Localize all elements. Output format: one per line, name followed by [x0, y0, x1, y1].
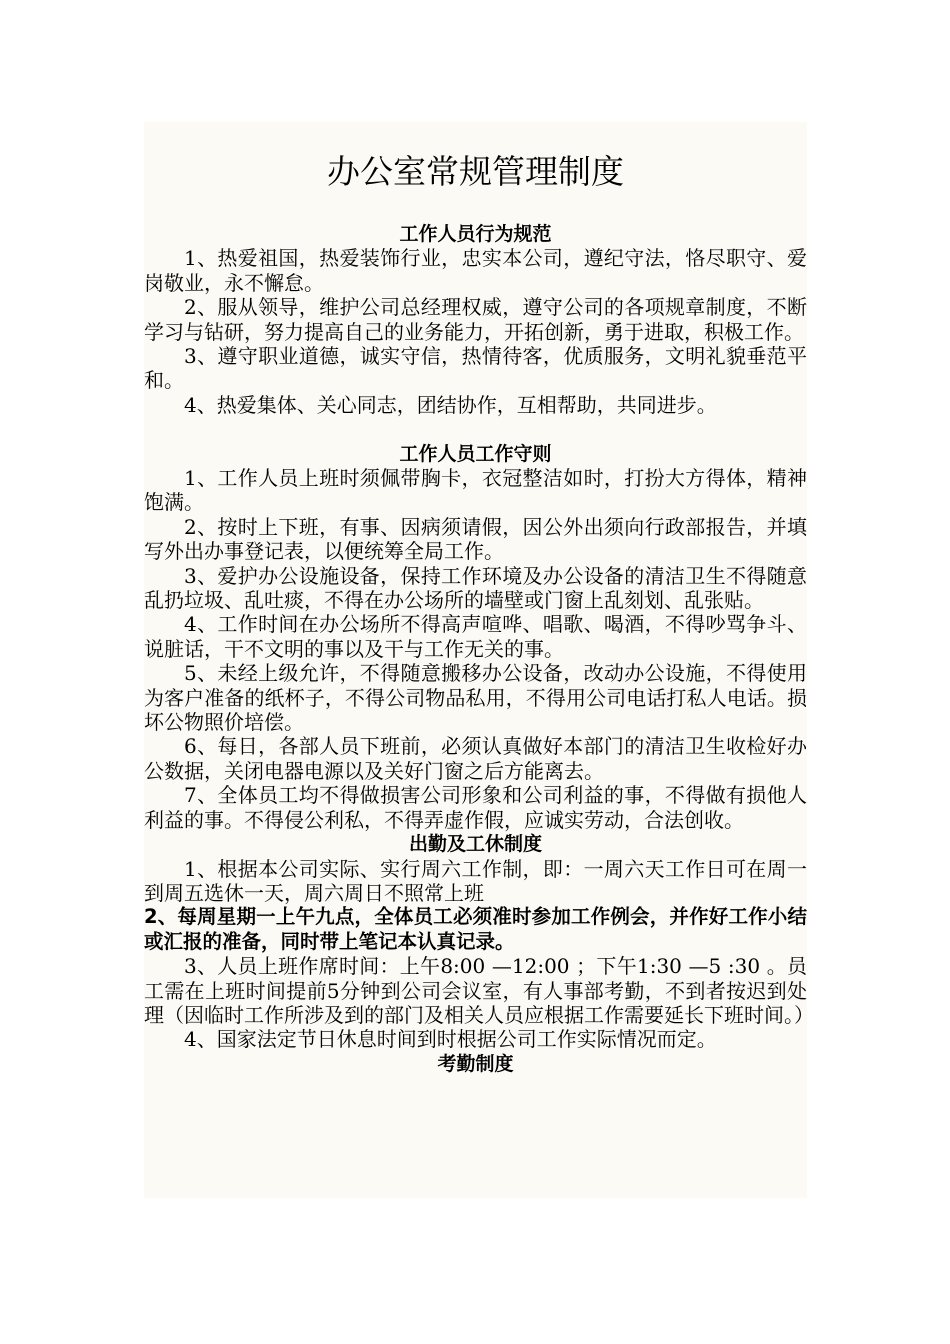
section-heading-conduct: 工作人员行为规范	[399, 223, 552, 245]
paragraph: 1、根据本公司实际、实行周六工作制，即：一周六天工作日可在周一到周五选休一天，周六周日不照常上班	[144, 856, 807, 905]
paragraph: 4、工作时间在办公场所不得高声喧哗、唱歌、喝酒，不得吵骂争斗、说脏话，干不文明的事以及干与工作无关的事。	[144, 612, 807, 661]
document-page	[144, 122, 814, 1198]
section-heading-work-rules: 工作人员工作守则	[399, 442, 552, 465]
paragraph: 1、热爱祖国，热爱装饰行业，忠实本公司，遵纪守法，恪尽职守、爱岗敬业，永不懈怠。	[144, 246, 807, 295]
paragraph: 6、每日，各部人员下班前，必须认真做好本部门的清洁卫生收检好办公数据，关闭电器电源以及关好门窗之后方能离去。	[144, 734, 807, 783]
paragraph: 7、全体员工均不得做损害公司形象和公司利益的事，不得做有损他人利益的事。不得侵公利私，不得弄虚作假，应诚实劳动，合法创收。	[144, 783, 807, 832]
paragraph: 3、遵守职业道德，诚实守信，热情待客，优质服务，文明礼貌垂范平和。	[144, 344, 807, 393]
paragraph-bold: 2、每周星期一上午九点，全体员工必须准时参加工作例会，并作好工作小结或汇报的准备，同时带上笔记本认真记录。	[144, 905, 807, 953]
paragraph: 3、爱护办公设施设备，保持工作环境及办公设备的清洁卫生不得随意乱扔垃圾、乱吐痰，不得在办公场所的墙壁或门窗上乱刻划、乱张贴。	[144, 563, 807, 613]
paragraph: 2、按时上下班，有事、因病须请假，因公外出须向行政部报告，并填写外出办事登记表，以便统筹全局工作。	[144, 514, 807, 564]
section-heading-timekeeping: 考勤制度	[437, 1052, 514, 1075]
paragraph: 1、工作人员上班时须佩带胸卡，衣冠整洁如时，打扮大方得体，精神饱满。	[144, 466, 807, 515]
document-title: 办公室常规管理制度	[327, 152, 624, 192]
document-body	[144, 222, 814, 1076]
paragraph: 2、服从领导，维护公司总经理权威，遵守公司的各项规章制度，不断学习与钻研，努力提高自己的业务能力，开拓创新，勇于进取，积极工作。	[144, 295, 807, 344]
paragraph: 4、国家法定节日休息时间到时根据公司工作实际情况而定。	[184, 1027, 717, 1052]
paragraph: 5、未经上级允许，不得随意搬移办公设备，改动办公设施，不得使用为客户准备的纸杯子，不得公司物品私用，不得用公司电话打私人电话。损坏公物照价培偿。	[144, 661, 807, 735]
section-heading-attendance: 出勤及工休制度	[408, 833, 542, 856]
paragraph: 3、人员上班作席时间：上午8:00 —12:00 ；下午1:30 —5 :30 。员工需在上班时间提前5分钟到公司会议室，有人事部考勤，不到者按迟到处理（因临时工作所涉及到的部门及相关人员应根据工作需要延长下班时间。）	[144, 954, 814, 1027]
paragraph: 4、热爱集体、关心同志，团结协作，互相帮助，共同进步。	[184, 392, 717, 417]
